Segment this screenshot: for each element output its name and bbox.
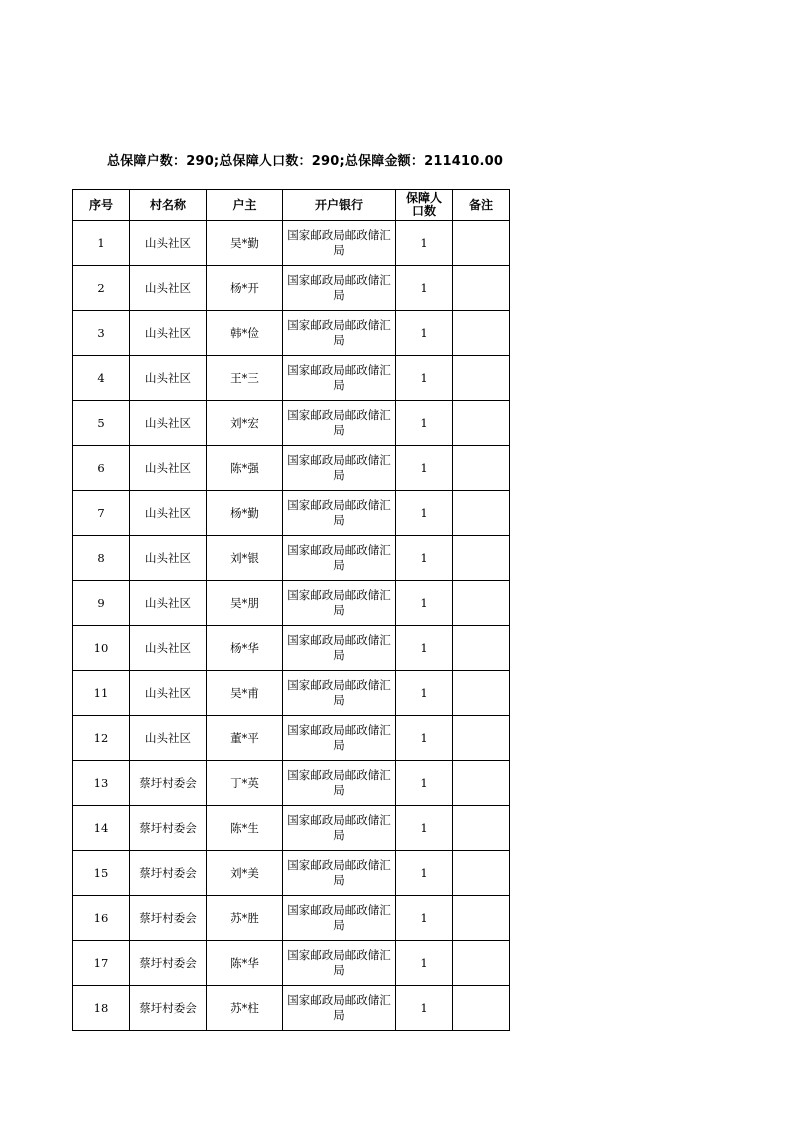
table-row [73,896,510,941]
cell-persons: 1 [396,671,453,716]
cell-householder: 刘*银 [207,536,283,581]
cell-seq: 18 [73,986,130,1031]
cell-village: 山头社区 [130,626,207,671]
cell-remark [453,941,510,986]
cell-persons: 1 [396,896,453,941]
table-row [73,356,510,401]
table-row [73,626,510,671]
cell-persons: 1 [396,491,453,536]
cell-remark [453,491,510,536]
cell-bank: 国家邮政局邮政储汇局 [283,716,396,761]
cell-householder: 韩*俭 [207,311,283,356]
cell-householder: 杨*勤 [207,491,283,536]
cell-bank: 国家邮政局邮政储汇局 [283,626,396,671]
header-householder: 户主 [207,190,283,221]
cell-bank: 国家邮政局邮政储汇局 [283,221,396,266]
cell-persons: 1 [396,311,453,356]
table-row [73,536,510,581]
table-row [73,806,510,851]
cell-village: 山头社区 [130,716,207,761]
cell-seq: 15 [73,851,130,896]
cell-remark [453,311,510,356]
cell-persons: 1 [396,851,453,896]
cell-persons: 1 [396,446,453,491]
cell-remark [453,266,510,311]
cell-bank: 国家邮政局邮政储汇局 [283,581,396,626]
cell-bank: 国家邮政局邮政储汇局 [283,941,396,986]
table-row [73,716,510,761]
cell-bank: 国家邮政局邮政储汇局 [283,536,396,581]
cell-village: 蔡圩村委会 [130,806,207,851]
cell-persons: 1 [396,356,453,401]
cell-bank: 国家邮政局邮政储汇局 [283,446,396,491]
table-row [73,401,510,446]
cell-persons: 1 [396,266,453,311]
table-row [73,851,510,896]
table-row [73,581,510,626]
cell-bank: 国家邮政局邮政储汇局 [283,806,396,851]
cell-householder: 陈*华 [207,941,283,986]
cell-seq: 1 [73,221,130,266]
cell-bank: 国家邮政局邮政储汇局 [283,266,396,311]
cell-householder: 吴*朋 [207,581,283,626]
cell-remark [453,581,510,626]
cell-village: 山头社区 [130,356,207,401]
table-row [73,311,510,356]
cell-householder: 苏*胜 [207,896,283,941]
cell-village: 山头社区 [130,446,207,491]
cell-village: 山头社区 [130,266,207,311]
cell-bank: 国家邮政局邮政储汇局 [283,401,396,446]
header-village: 村名称 [130,190,207,221]
cell-remark [453,851,510,896]
cell-seq: 11 [73,671,130,716]
cell-householder: 吴*勤 [207,221,283,266]
cell-remark [453,896,510,941]
cell-seq: 14 [73,806,130,851]
cell-remark [453,356,510,401]
cell-seq: 16 [73,896,130,941]
cell-bank: 国家邮政局邮政储汇局 [283,491,396,536]
cell-householder: 苏*柱 [207,986,283,1031]
cell-seq: 2 [73,266,130,311]
cell-bank: 国家邮政局邮政储汇局 [283,356,396,401]
cell-seq: 4 [73,356,130,401]
cell-householder: 杨*华 [207,626,283,671]
guarantee-table [72,189,510,1031]
cell-village: 山头社区 [130,311,207,356]
cell-seq: 7 [73,491,130,536]
table-row [73,761,510,806]
cell-persons: 1 [396,941,453,986]
cell-seq: 9 [73,581,130,626]
cell-householder: 陈*强 [207,446,283,491]
cell-persons: 1 [396,986,453,1031]
summary-line: 总保障户数：290;总保障人口数：290;总保障金额：211410.00 [107,154,504,169]
cell-householder: 刘*宏 [207,401,283,446]
cell-village: 山头社区 [130,536,207,581]
cell-householder: 刘*美 [207,851,283,896]
table-row [73,446,510,491]
cell-remark [453,446,510,491]
cell-householder: 吴*甫 [207,671,283,716]
cell-persons: 1 [396,221,453,266]
header-remark: 备注 [453,190,510,221]
cell-remark [453,716,510,761]
cell-village: 蔡圩村委会 [130,761,207,806]
cell-householder: 陈*生 [207,806,283,851]
cell-persons: 1 [396,806,453,851]
cell-seq: 5 [73,401,130,446]
table-row [73,671,510,716]
cell-bank: 国家邮政局邮政储汇局 [283,671,396,716]
table-row [73,986,510,1031]
cell-bank: 国家邮政局邮政储汇局 [283,851,396,896]
cell-remark [453,221,510,266]
cell-village: 蔡圩村委会 [130,986,207,1031]
cell-seq: 3 [73,311,130,356]
cell-persons: 1 [396,626,453,671]
cell-bank: 国家邮政局邮政储汇局 [283,986,396,1031]
cell-householder: 杨*开 [207,266,283,311]
cell-village: 山头社区 [130,581,207,626]
cell-persons: 1 [396,581,453,626]
cell-village: 蔡圩村委会 [130,941,207,986]
cell-village: 山头社区 [130,671,207,716]
cell-persons: 1 [396,716,453,761]
cell-bank: 国家邮政局邮政储汇局 [283,896,396,941]
header-persons: 保障人口数 [396,190,453,221]
cell-bank: 国家邮政局邮政储汇局 [283,761,396,806]
cell-persons: 1 [396,761,453,806]
cell-seq: 6 [73,446,130,491]
header-bank: 开户银行 [283,190,396,221]
cell-seq: 13 [73,761,130,806]
cell-householder: 董*平 [207,716,283,761]
cell-remark [453,761,510,806]
cell-householder: 王*三 [207,356,283,401]
cell-persons: 1 [396,536,453,581]
cell-remark [453,806,510,851]
cell-village: 山头社区 [130,491,207,536]
table-header-row [73,190,510,221]
cell-persons: 1 [396,401,453,446]
cell-village: 蔡圩村委会 [130,896,207,941]
table-row [73,491,510,536]
cell-remark [453,536,510,581]
table-row [73,941,510,986]
cell-remark [453,401,510,446]
cell-remark [453,671,510,716]
cell-seq: 10 [73,626,130,671]
cell-remark [453,986,510,1031]
cell-village: 山头社区 [130,221,207,266]
header-seq: 序号 [73,190,130,221]
table-row [73,266,510,311]
cell-village: 蔡圩村委会 [130,851,207,896]
cell-seq: 17 [73,941,130,986]
cell-householder: 丁*英 [207,761,283,806]
cell-seq: 8 [73,536,130,581]
cell-seq: 12 [73,716,130,761]
cell-bank: 国家邮政局邮政储汇局 [283,311,396,356]
cell-village: 山头社区 [130,401,207,446]
table-row [73,221,510,266]
cell-remark [453,626,510,671]
